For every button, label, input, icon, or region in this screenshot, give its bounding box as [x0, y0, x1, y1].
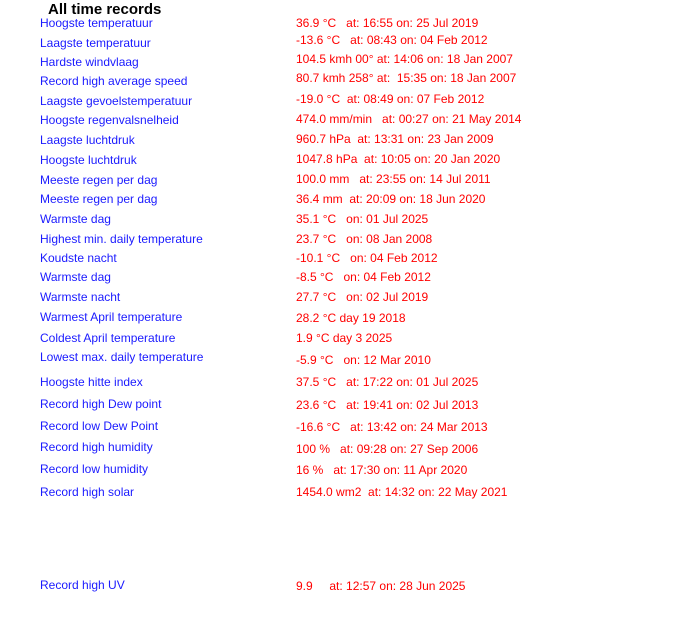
record-value: -5.9 °C on: 12 Mar 2010 — [296, 353, 431, 367]
record-label: Laagste temperatuur — [40, 36, 151, 50]
record-label: Lowest max. daily temperature — [40, 350, 204, 364]
record-value: 1047.8 hPa at: 10:05 on: 20 Jan 2020 — [296, 152, 501, 166]
record-value: 104.5 kmh 00° at: 14:06 on: 18 Jan 2007 — [296, 52, 513, 66]
record-label: Meeste regen per dag — [40, 173, 158, 187]
record-value: 9.9 at: 12:57 on: 28 Jun 2025 — [296, 579, 466, 593]
record-label: Laagste luchtdruk — [40, 133, 135, 147]
record-label: Record low Dew Point — [40, 419, 159, 433]
record-value: 960.7 hPa at: 13:31 on: 23 Jan 2009 — [296, 132, 494, 146]
record-value: 28.2 °C day 19 2018 — [296, 311, 406, 325]
record-label: Warmste dag — [40, 212, 111, 226]
record-value: 100 % at: 09:28 on: 27 Sep 2006 — [296, 442, 479, 456]
record-value: -13.6 °C at: 08:43 on: 04 Feb 2012 — [296, 33, 488, 47]
record-label: Hardste windvlaag — [40, 55, 139, 69]
record-value: 36.9 °C at: 16:55 on: 25 Jul 2019 — [296, 16, 479, 30]
record-label: Warmest April temperature — [40, 310, 183, 324]
record-label: Hoogste luchtdruk — [40, 153, 137, 167]
record-label: Coldest April temperature — [40, 331, 176, 345]
record-value: 1454.0 wm2 at: 14:32 on: 22 May 2021 — [296, 485, 508, 499]
record-label: Record low humidity — [40, 462, 149, 476]
record-label: Record high average speed — [40, 74, 188, 88]
record-label: Record high Dew point — [40, 397, 162, 411]
record-value: 27.7 °C on: 02 Jul 2019 — [296, 290, 429, 304]
record-value: 16 % at: 17:30 on: 11 Apr 2020 — [296, 463, 468, 477]
record-value: 35.1 °C on: 01 Jul 2025 — [296, 212, 429, 226]
record-label: Record high solar — [40, 485, 135, 499]
record-label: Hoogste hitte index — [40, 375, 143, 389]
record-value: -8.5 °C on: 04 Feb 2012 — [296, 270, 431, 284]
record-label: Meeste regen per dag — [40, 192, 158, 206]
record-value: 474.0 mm/min at: 00:27 on: 21 May 2014 — [296, 112, 522, 126]
record-value: -19.0 °C at: 08:49 on: 07 Feb 2012 — [296, 92, 485, 106]
record-value: -10.1 °C on: 04 Feb 2012 — [296, 251, 438, 265]
record-label: Hoogste regenvalsnelheid — [40, 113, 179, 127]
record-value: 1.9 °C day 3 2025 — [296, 331, 393, 345]
record-label: Laagste gevoelstemperatuur — [40, 94, 193, 108]
record-label: Koudste nacht — [40, 251, 117, 265]
record-label: Record high UV — [40, 578, 125, 592]
record-label: Highest min. daily temperature — [40, 232, 203, 246]
record-value: -16.6 °C at: 13:42 on: 24 Mar 2013 — [296, 420, 488, 434]
record-value: 23.7 °C on: 08 Jan 2008 — [296, 232, 433, 246]
record-label: Warmste dag — [40, 270, 111, 284]
record-label: Record high humidity — [40, 440, 153, 454]
record-value: 23.6 °C at: 19:41 on: 02 Jul 2013 — [296, 398, 479, 412]
record-label: Hoogste temperatuur — [40, 16, 153, 30]
record-label: Warmste nacht — [40, 290, 121, 304]
record-value: 80.7 kmh 258° at: 15:35 on: 18 Jan 2007 — [296, 71, 517, 85]
record-value: 100.0 mm at: 23:55 on: 14 Jul 2011 — [296, 172, 491, 186]
record-value: 36.4 mm at: 20:09 on: 18 Jun 2020 — [296, 192, 486, 206]
page-title: All time records — [48, 1, 162, 18]
record-value: 37.5 °C at: 17:22 on: 01 Jul 2025 — [296, 375, 479, 389]
